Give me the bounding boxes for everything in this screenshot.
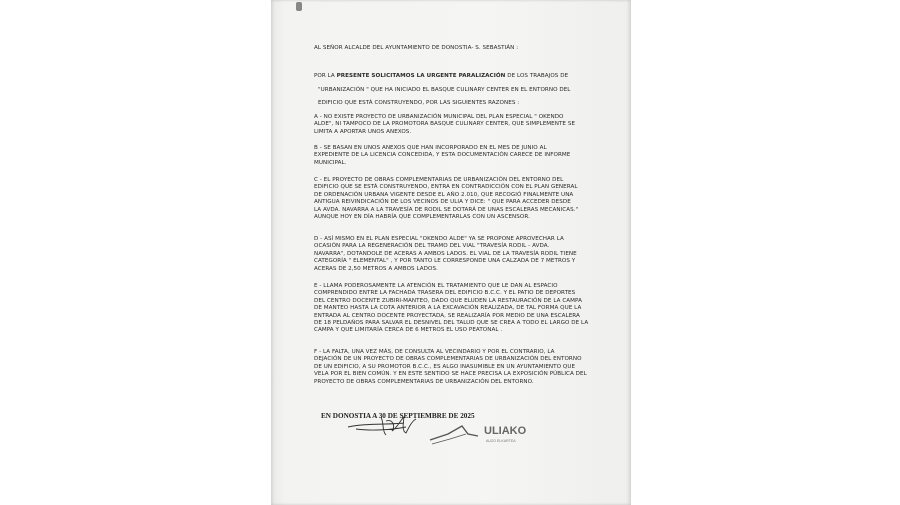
- letter-page: [271, 0, 631, 505]
- association-stamp: [428, 420, 528, 454]
- paragraph-f: F - LA FALTA, UNA VEZ MÁS, DE CONSULTA AL VECINDARIO Y POR EL CONTRARIO, LA DEJACIÓN DE UN PROYECTO DE OBRAS COMPLEMENTARIAS DE URBANIZACIÓN DEL ENTORNO DE UN EDIFICIO, A SU PROMOTOR B.C.C., ES ALGO INASUMIBLE EN UN AYUNTAMIENTO QUE VELA POR EL BIEN COMÚN. Y EN ESTE SENTIDO SE HACE PRECISA LA EXPOSICIÓN PÚBLICA DEL PROYECTO DE OBRAS COMPLEMENTARIAS DE URBANIZACIÓN DEL ENTORNO.: [314, 349, 587, 385]
- paragraph-b: B - SE BASAN EN UNOS ANEXOS QUE HAN INCORPORADO EN EL MES DE JUNIO AL EXPEDIENTE DE LA LICENCIA CONCEDIDA, Y ESTA DOCUMENTACIÓN CARECE DE INFORME MUNICIPAL.: [314, 145, 571, 166]
- paragraph-d: D - ASÍ MISMO EN EL PLAN ESPECIAL "OKENDO ALDE" YA SE PROPONE APROVECHAR LA OCASIÓN PARA LA REGENERACIÓN DEL TRAMO DEL VIAL "TRAVESÍA RODIL - AVDA. NAVARRA", DOTANDOLE DE ACERAS A AMBOS LADOS. EL VIAL DE LA TRAVESÍA RODIL TIENE CATEGORÍA " ELEMENTAL" , Y POR TANTO LE CORRESPONDE UNA CALZADA DE 7 METROS Y ACERAS DE 2,50 METROS A AMBOS LADOS.: [314, 236, 577, 272]
- paragraph-a: A - NO EXISTE PROYECTO DE URBANIZACIÓN MUNICIPAL DEL PLAN ESPECIAL " OKENDO ALDE", NI TAMPOCO DE LA PROMOTORA BASQUE CULINARY CENTER, QUE SIMPLEMENTE SE LIMITA A APORTAR UNOS ANEXOS.: [314, 114, 576, 135]
- paragraph-c: C - EL PROYECTO DE OBRAS COMPLEMENTARIAS DE URBANIZACIÓN DEL ENTORNO DEL EDIFICIO QUE SE ESTÁ CONSTRUYENDO, ENTRA EN CONTRADICCIÓN CON EL PLAN GENERAL DE ORDENACIÓN URBANA VIGENTE DESDE EL AÑO 2.010, QUE RECOGIÓ FINALMENTE UNA ANTIGUA REIVINDICACIÓN DE LOS VECINOS DE ULIA Y DICE: " QUE PARA ACCEDER DESDE LA AVDA. NAVARRA A LA TRAVESÍA DE RODIL SE DOTARÁ DE UNAS ESCALERAS MECANICAS." AUNQUE HOY EN DÍA HABRÍA QUE COMPLEMENTARLAS CON UN ASCENSOR.: [314, 177, 579, 221]
- intro-line-3: EDIFICIO QUE ESTÁ CONSTRUYENDO, POR LAS SIGUIENTES RAZONES :: [318, 100, 520, 106]
- intro-post: DE LOS TRABAJOS DE: [505, 73, 569, 79]
- date-line: EN DONOSTIA A 30 DE SEPTIEMBRE DE 2025: [321, 412, 475, 420]
- paper-mark: [296, 2, 302, 11]
- paragraph-e: E - LLAMA PODEROSAMENTE LA ATENCIÓN EL TRATAMIENTO QUE LE DAN AL ESPACIO COMPRENDIDO ENTRE LA FACHADA TRASERA DEL EDIFICIO B.C.C. Y EL PATIO DE DEPORTES DEL CENTRO DOCENTE ZUBIRI-MANTEO, DADO QUE ELUDEN LA RESTAURACIÓN DE LA CAMPA DE MANTEO HASTA LA COTA ANTERIOR A LA EXCAVACIÓN REALIZADA, DE TAL FORMA QUE LA ENTRADA AL CENTRO DOCENTE PROYECTADA, SE REALIZARÍA POR MEDIO DE UNA ESCALERA DE 18 PELDAÑOS PARA SALVAR EL DESNIVEL DEL TALUD QUE SE CREA A TODO EL LARGO DE LA CAMPA Y QUE LIMITARÍA CERCA DE 6 METROS EL USO PEATONAL .: [314, 283, 589, 334]
- intro-line: [314, 73, 614, 80]
- intro-pre: POR LA: [314, 73, 337, 79]
- addressee-line: AL SEÑOR ALCALDE DEL AYUNTAMIENTO DE DONOSTIA- S. SEBASTIÁN :: [314, 45, 519, 51]
- intro-bold: PRESENTE SOLICITAMOS LA URGENTE PARALIZACIÓN: [336, 73, 506, 79]
- stamp-subtitle: AUZO ELKARTEA: [486, 439, 516, 443]
- stamp-name: ULIAKO: [484, 425, 527, 437]
- intro-line-2: "URBANIZACIÓN " QUE HA INICIADO EL BASQUE CULINARY CENTER EN EL ENTORNO DEL: [318, 87, 571, 93]
